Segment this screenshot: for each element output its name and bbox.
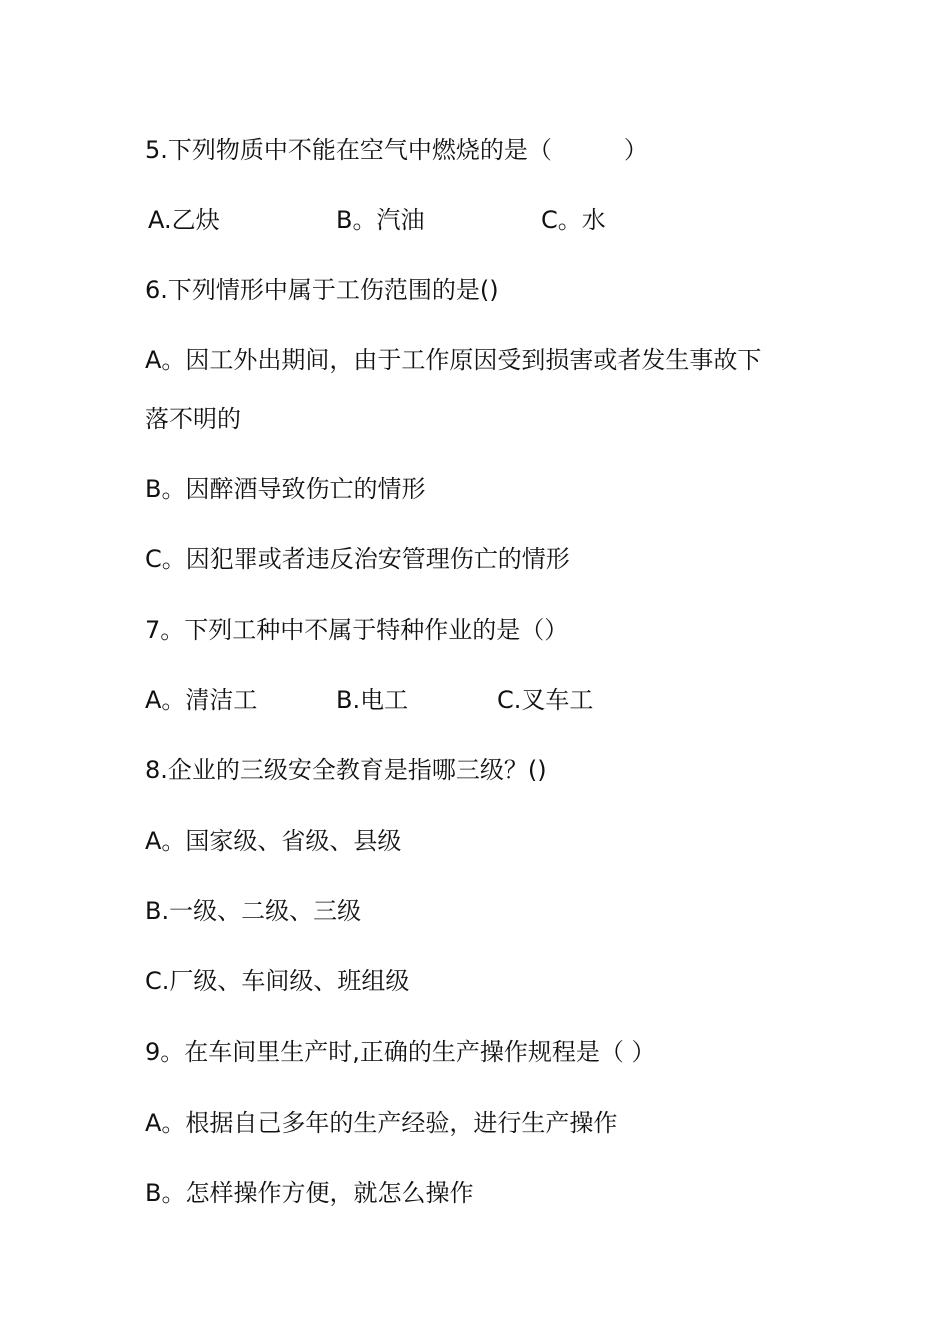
question-8-option-b: B.一级、二级、三级 bbox=[145, 897, 362, 925]
question-8-stem: 8.企业的三级安全教育是指哪三级？() bbox=[145, 756, 547, 784]
question-5-option-c: C。水 bbox=[541, 206, 606, 234]
question-5-option-a: A.乙炔 bbox=[148, 206, 220, 234]
question-7-stem: 7。下列工种中不属于特种作业的是（） bbox=[145, 616, 569, 644]
question-9-option-a: A。根据自己多年的生产经验，进行生产操作 bbox=[145, 1109, 618, 1137]
question-6-option-c: C。因犯罪或者违反治安管理伤亡的情形 bbox=[145, 545, 570, 573]
question-8-option-c: C.厂级、车间级、班组级 bbox=[145, 967, 410, 995]
question-6-option-a-continued: 落不明的 bbox=[145, 405, 241, 433]
question-9-stem: 9。在车间里生产时,正确的生产操作规程是（ ） bbox=[145, 1038, 656, 1066]
question-9-option-b: B。怎样操作方便，就怎么操作 bbox=[145, 1179, 474, 1207]
question-6-stem: 6.下列情形中属于工伤范围的是() bbox=[145, 276, 499, 304]
question-7-option-c: C.叉车工 bbox=[497, 686, 594, 714]
question-8-option-a: A。国家级、省级、县级 bbox=[145, 827, 402, 855]
question-7-option-b: B.电工 bbox=[336, 686, 409, 714]
question-6-option-a: A。因工外出期间，由于工作原因受到损害或者发生事故下 bbox=[145, 346, 762, 374]
question-5-stem: 5.下列物质中不能在空气中燃烧的是（ ） bbox=[145, 136, 648, 164]
question-5-option-b: B。汽油 bbox=[336, 206, 425, 234]
question-7-option-a: A。清洁工 bbox=[145, 686, 258, 714]
question-6-option-b: B。因醉酒导致伤亡的情形 bbox=[145, 475, 426, 503]
